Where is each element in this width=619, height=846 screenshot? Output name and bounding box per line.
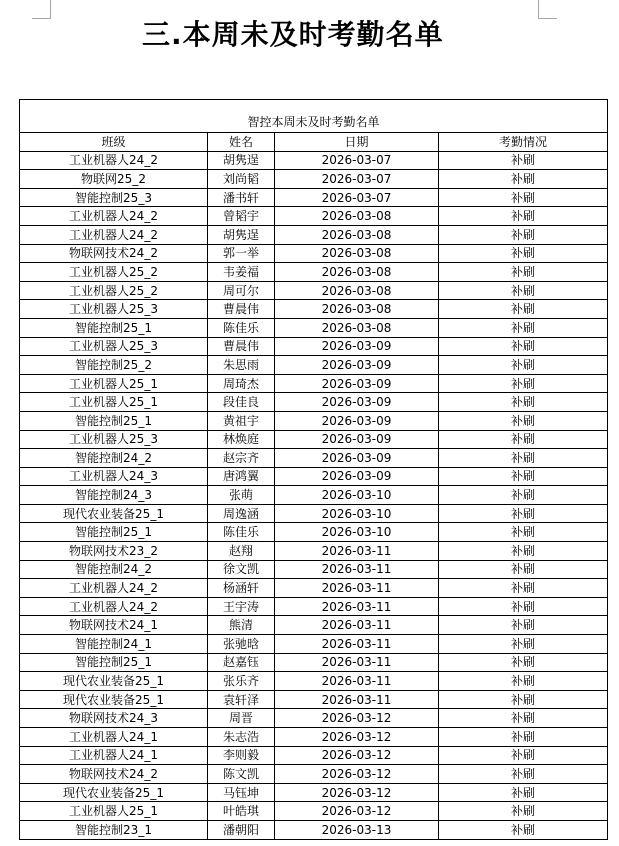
cell-date: 2026-03-09: [275, 430, 439, 449]
header-attendance-status: 考勤情况: [439, 133, 608, 152]
cell-name: 周晋: [208, 709, 275, 728]
table-row: [20, 690, 608, 709]
table-row: [20, 374, 608, 393]
cell-attendance-status: 补刷: [439, 523, 608, 542]
cell-name: 叶皓琪: [208, 802, 275, 821]
cell-attendance-status: 补刷: [439, 709, 608, 728]
cell-class: 物联网技术24_1: [20, 616, 208, 635]
table-body: [20, 151, 608, 839]
cell-attendance-status: 补刷: [439, 560, 608, 579]
cell-attendance-status: 补刷: [439, 616, 608, 635]
cell-name: 林焕庭: [208, 430, 275, 449]
cell-attendance-status: 补刷: [439, 225, 608, 244]
header-class: 班级: [20, 133, 208, 152]
cell-attendance-status: 补刷: [439, 207, 608, 226]
cell-date: 2026-03-09: [275, 393, 439, 412]
cell-attendance-status: 补刷: [439, 542, 608, 561]
cell-name: 袁轩泽: [208, 690, 275, 709]
cell-name: 赵翔: [208, 542, 275, 561]
cell-date: 2026-03-09: [275, 449, 439, 468]
cell-date: 2026-03-07: [275, 170, 439, 189]
cell-attendance-status: 补刷: [439, 635, 608, 654]
table-row: [20, 746, 608, 765]
cell-class: 工业机器人25_1: [20, 374, 208, 393]
cell-attendance-status: 补刷: [439, 597, 608, 616]
cell-date: 2026-03-08: [275, 225, 439, 244]
cell-attendance-status: 补刷: [439, 281, 608, 300]
cell-name: 胡隽逞: [208, 225, 275, 244]
cell-attendance-status: 补刷: [439, 356, 608, 375]
cell-name: 周逸涵: [208, 504, 275, 523]
cell-date: 2026-03-07: [275, 188, 439, 207]
cell-name: 徐文凯: [208, 560, 275, 579]
cell-attendance-status: 补刷: [439, 170, 608, 189]
table-row: [20, 616, 608, 635]
cell-attendance-status: 补刷: [439, 374, 608, 393]
cell-date: 2026-03-08: [275, 318, 439, 337]
cell-name: 王宇涛: [208, 597, 275, 616]
cell-date: 2026-03-11: [275, 560, 439, 579]
cell-date: 2026-03-12: [275, 746, 439, 765]
cell-attendance-status: 补刷: [439, 188, 608, 207]
cell-class: 工业机器人24_3: [20, 467, 208, 486]
cell-attendance-status: 补刷: [439, 820, 608, 839]
table-row: [20, 542, 608, 561]
cell-attendance-status: 补刷: [439, 783, 608, 802]
cell-attendance-status: 补刷: [439, 151, 608, 170]
cell-date: 2026-03-11: [275, 597, 439, 616]
table-row: [20, 765, 608, 784]
table-row: [20, 523, 608, 542]
cell-class: 工业机器人24_1: [20, 746, 208, 765]
cell-class: 工业机器人25_2: [20, 263, 208, 282]
table-row: [20, 486, 608, 505]
cell-name: 刘尚韬: [208, 170, 275, 189]
table-row: [20, 467, 608, 486]
cell-class: 智能控制25_1: [20, 411, 208, 430]
cell-name: 唐鸿翼: [208, 467, 275, 486]
cell-attendance-status: 补刷: [439, 653, 608, 672]
cell-date: 2026-03-08: [275, 207, 439, 226]
cell-class: 智能控制24_2: [20, 560, 208, 579]
table-caption: 智控本周未及时考勤名单: [20, 100, 608, 133]
cell-attendance-status: 补刷: [439, 765, 608, 784]
cell-name: 朱思雨: [208, 356, 275, 375]
cell-attendance-status: 补刷: [439, 411, 608, 430]
table-row: [20, 635, 608, 654]
cell-class: 智能控制25_1: [20, 318, 208, 337]
cell-name: 郭一举: [208, 244, 275, 263]
table-row: [20, 263, 608, 282]
table-row: [20, 597, 608, 616]
table-row: [20, 170, 608, 189]
cell-name: 李则毅: [208, 746, 275, 765]
table-row: [20, 820, 608, 839]
cell-name: 张驰晗: [208, 635, 275, 654]
cell-class: 工业机器人25_3: [20, 337, 208, 356]
cell-class: 工业机器人24_2: [20, 207, 208, 226]
cell-name: 周可尔: [208, 281, 275, 300]
cell-date: 2026-03-10: [275, 523, 439, 542]
cell-class: 现代农业装备25_1: [20, 783, 208, 802]
table-row: [20, 151, 608, 170]
cell-name: 曾韬宇: [208, 207, 275, 226]
cell-name: 胡隽逞: [208, 151, 275, 170]
cell-name: 陈佳乐: [208, 318, 275, 337]
cell-date: 2026-03-07: [275, 151, 439, 170]
cell-date: 2026-03-13: [275, 820, 439, 839]
cell-attendance-status: 补刷: [439, 504, 608, 523]
cell-attendance-status: 补刷: [439, 337, 608, 356]
table-row: [20, 504, 608, 523]
cell-name: 曹晨伟: [208, 300, 275, 319]
cell-date: 2026-03-08: [275, 263, 439, 282]
cell-class: 工业机器人25_3: [20, 430, 208, 449]
cell-class: 现代农业装备25_1: [20, 504, 208, 523]
table-row: [20, 337, 608, 356]
cell-date: 2026-03-12: [275, 802, 439, 821]
cell-attendance-status: 补刷: [439, 244, 608, 263]
cell-date: 2026-03-11: [275, 672, 439, 691]
cell-date: 2026-03-12: [275, 783, 439, 802]
table-row: [20, 318, 608, 337]
header-date: 日期: [275, 133, 439, 152]
cell-name: 张萌: [208, 486, 275, 505]
cell-date: 2026-03-11: [275, 653, 439, 672]
table-row: [20, 672, 608, 691]
cell-date: 2026-03-08: [275, 281, 439, 300]
cell-date: 2026-03-12: [275, 709, 439, 728]
cell-name: 杨涵轩: [208, 579, 275, 598]
cell-date: 2026-03-09: [275, 356, 439, 375]
cell-attendance-status: 补刷: [439, 728, 608, 747]
cell-class: 智能控制24_1: [20, 635, 208, 654]
table-row: [20, 783, 608, 802]
cell-date: 2026-03-08: [275, 244, 439, 263]
cell-date: 2026-03-11: [275, 635, 439, 654]
cell-attendance-status: 补刷: [439, 802, 608, 821]
table-row: [20, 393, 608, 412]
cell-name: 朱志浩: [208, 728, 275, 747]
cell-class: 工业机器人25_1: [20, 802, 208, 821]
cell-name: 曹晨伟: [208, 337, 275, 356]
cell-date: 2026-03-12: [275, 728, 439, 747]
cell-date: 2026-03-09: [275, 411, 439, 430]
cell-name: 韦姜福: [208, 263, 275, 282]
table-row: [20, 281, 608, 300]
cell-attendance-status: 补刷: [439, 746, 608, 765]
cell-date: 2026-03-12: [275, 765, 439, 784]
cell-class: 物联网技术24_2: [20, 765, 208, 784]
cell-date: 2026-03-11: [275, 690, 439, 709]
cell-name: 马钰坤: [208, 783, 275, 802]
table-row: [20, 300, 608, 319]
cell-attendance-status: 补刷: [439, 467, 608, 486]
cell-class: 物联网技术23_2: [20, 542, 208, 561]
table-row: [20, 579, 608, 598]
cell-date: 2026-03-08: [275, 300, 439, 319]
cell-class: 智能控制25_3: [20, 188, 208, 207]
cell-class: 智能控制25_2: [20, 356, 208, 375]
cell-name: 潘朝阳: [208, 820, 275, 839]
cell-class: 工业机器人24_2: [20, 225, 208, 244]
cell-attendance-status: 补刷: [439, 579, 608, 598]
cell-attendance-status: 补刷: [439, 393, 608, 412]
cell-class: 智能控制24_3: [20, 486, 208, 505]
cell-class: 工业机器人25_2: [20, 281, 208, 300]
cell-name: 潘书轩: [208, 188, 275, 207]
cell-name: 赵宗齐: [208, 449, 275, 468]
table-row: [20, 225, 608, 244]
cell-date: 2026-03-11: [275, 542, 439, 561]
attendance-table: [19, 99, 608, 840]
table-caption-row: [20, 100, 608, 133]
table-row: [20, 207, 608, 226]
table-header-row: [20, 133, 608, 152]
cell-class: 现代农业装备25_1: [20, 672, 208, 691]
cell-class: 工业机器人24_2: [20, 597, 208, 616]
cell-date: 2026-03-10: [275, 504, 439, 523]
cell-date: 2026-03-09: [275, 337, 439, 356]
cell-date: 2026-03-09: [275, 467, 439, 486]
cell-attendance-status: 补刷: [439, 300, 608, 319]
cell-attendance-status: 补刷: [439, 318, 608, 337]
cell-class: 智能控制23_1: [20, 820, 208, 839]
cell-class: 物联网技术24_3: [20, 709, 208, 728]
cell-class: 工业机器人25_1: [20, 393, 208, 412]
cell-class: 工业机器人24_2: [20, 579, 208, 598]
cell-name: 陈文凯: [208, 765, 275, 784]
cell-name: 熊清: [208, 616, 275, 635]
cell-attendance-status: 补刷: [439, 690, 608, 709]
cell-name: 周琦杰: [208, 374, 275, 393]
cell-attendance-status: 补刷: [439, 449, 608, 468]
table-row: [20, 560, 608, 579]
table-row: [20, 802, 608, 821]
cell-attendance-status: 补刷: [439, 430, 608, 449]
cell-attendance-status: 补刷: [439, 263, 608, 282]
section-heading: 三.本周未及时考勤名单: [142, 18, 444, 51]
cell-name: 段佳良: [208, 393, 275, 412]
table-row: [20, 430, 608, 449]
table-row: [20, 709, 608, 728]
table-row: [20, 356, 608, 375]
page-corner-mark-right: [538, 0, 557, 19]
cell-class: 工业机器人24_2: [20, 151, 208, 170]
header-name: 姓名: [208, 133, 275, 152]
cell-name: 黄祖宇: [208, 411, 275, 430]
table-row: [20, 728, 608, 747]
cell-class: 智能控制25_1: [20, 653, 208, 672]
cell-class: 现代农业装备25_1: [20, 690, 208, 709]
cell-class: 工业机器人25_3: [20, 300, 208, 319]
table-row: [20, 244, 608, 263]
cell-attendance-status: 补刷: [439, 672, 608, 691]
cell-date: 2026-03-10: [275, 486, 439, 505]
page-corner-mark-left: [32, 0, 51, 19]
cell-attendance-status: 补刷: [439, 486, 608, 505]
table-row: [20, 449, 608, 468]
cell-class: 智能控制25_1: [20, 523, 208, 542]
cell-name: 张乐齐: [208, 672, 275, 691]
cell-class: 工业机器人24_1: [20, 728, 208, 747]
table-row: [20, 188, 608, 207]
table-row: [20, 653, 608, 672]
cell-class: 物联网技术24_2: [20, 244, 208, 263]
cell-name: 陈佳乐: [208, 523, 275, 542]
cell-date: 2026-03-11: [275, 579, 439, 598]
cell-name: 赵嘉钰: [208, 653, 275, 672]
cell-date: 2026-03-09: [275, 374, 439, 393]
cell-date: 2026-03-11: [275, 616, 439, 635]
table-row: [20, 411, 608, 430]
cell-class: 智能控制24_2: [20, 449, 208, 468]
cell-class: 物联网25_2: [20, 170, 208, 189]
